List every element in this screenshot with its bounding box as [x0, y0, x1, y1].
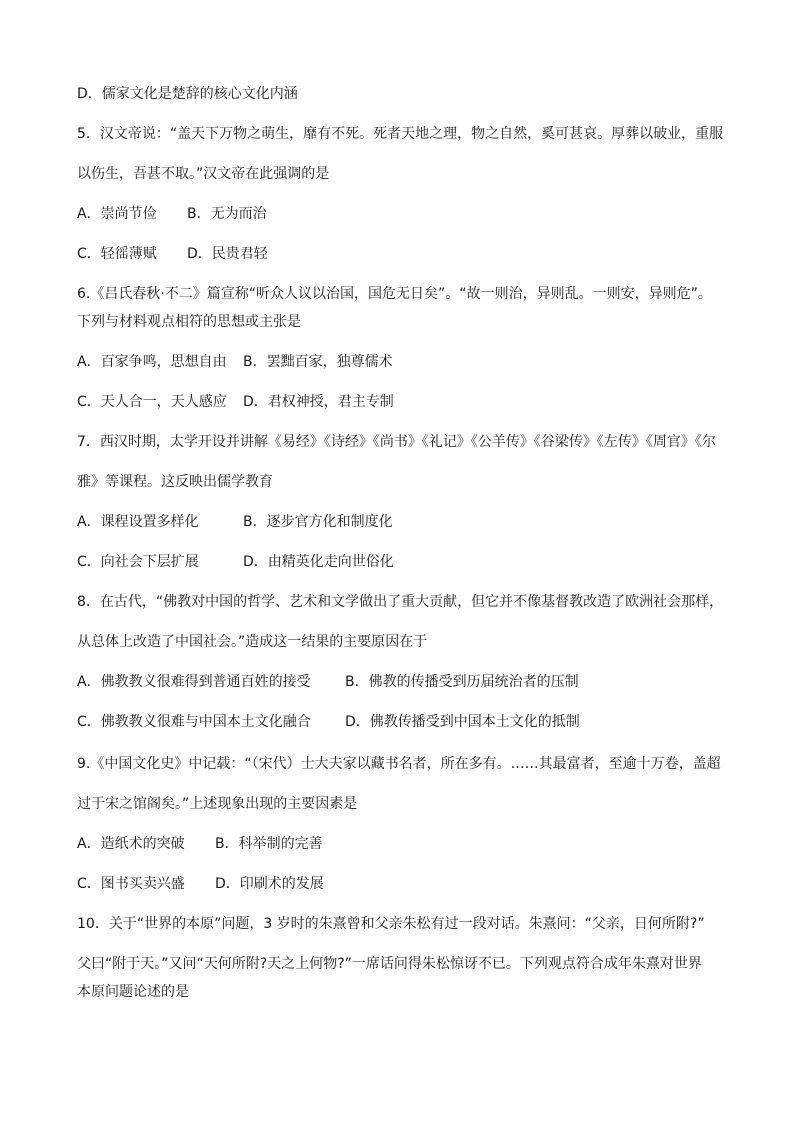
q7-stem-line-2: 雅》等课程。这反映出儒学教育 [77, 474, 273, 490]
q7-option-c: C．向社会下层扩展 [77, 554, 199, 570]
q9-option-c: C．图书买卖兴盛 [77, 876, 185, 892]
q5-stem-line-2: 以伤生，吾甚不取。”汉文帝在此强调的是 [77, 166, 330, 182]
q7-option-d: D．由精英化走向世俗化 [243, 554, 394, 570]
q8-option-d: D．佛教传播受到中国本土文化的抵制 [345, 714, 580, 730]
q5-option-d: D．民贵君轻 [187, 246, 268, 262]
q8-option-a: A．佛教教义很难得到普通百姓的接受 [77, 674, 311, 690]
q9-stem-line-1: 9.《中国文化史》中记载：“（宋代）士大夫家以藏书名者，所在多有。……其最富者，至逾十万卷，盖超 [77, 756, 721, 772]
q9-options-row-1 [77, 834, 323, 854]
q6-option-d: D．君权神授，君主专制 [243, 394, 394, 410]
q6-options-row-1 [77, 352, 393, 372]
q6-option-b: B．罢黜百家，独尊儒术 [243, 354, 393, 370]
q9-stem-line-2: 过于宋之馆阁矣。”上述现象出现的主要因素是 [77, 796, 358, 812]
q8-options-row-2 [77, 712, 580, 732]
q5-stem-line-1: 5．汉文帝说：“盖天下万物之萌生，靡有不死。死者天地之理，物之自然，奚可甚哀。厚葬以破业，重服 [77, 126, 724, 142]
q8-option-b: B．佛教的传播受到历届统治者的压制 [345, 674, 579, 690]
q9-option-b: B．科举制的完善 [215, 836, 323, 852]
q6-option-a: A．百家争鸣，思想自由 [77, 354, 227, 370]
q8-stem-line-1: 8．在古代，“佛教对中国的哲学、艺术和文学做出了重大贡献，但它并不像基督教改造了欧洲社会那样， [77, 594, 724, 610]
q9-options-row-2 [77, 874, 324, 894]
q7-option-b: B．逐步官方化和制度化 [243, 514, 393, 530]
q6-stem-line-1: 6.《吕氏春秋·不二》篇宣称“听众人议以治国，国危无日矣”。“故一则治，异则乱。一则安，异则危”。 [77, 286, 712, 302]
q5-option-b: B．无为而治 [187, 206, 267, 222]
q7-options-row-1 [77, 512, 393, 532]
q4-option-d: D．儒家文化是楚辞的核心文化内涵 [77, 86, 298, 102]
q8-options-row-1 [77, 672, 579, 692]
q7-stem-line-1: 7．西汉时期，太学开设并讲解《易经》《诗经》《尚书》《礼记》《公羊传》《谷梁传》《左传》《周官》《尔 [77, 434, 716, 450]
q5-option-a: A．崇尚节俭 [77, 206, 157, 222]
q10-stem-line-2: 父曰“附于天。”又问“天何所附?天之上何物?”一席话问得朱松惊讶不已。下列观点符合成年朱熹对世界 [77, 956, 702, 972]
q10-stem-line-1: 10．关于“世界的本原”问题，3 岁时的朱熹曾和父亲朱松有过一段对话。朱熹问：“父亲，日何所附?” [77, 916, 705, 932]
q5-option-c: C．轻徭薄赋 [77, 246, 157, 262]
q6-stem-line-2: 下列与材料观点相符的思想或主张是 [77, 314, 301, 330]
q9-option-a: A．造纸术的突破 [77, 836, 185, 852]
q6-options-row-2 [77, 392, 394, 412]
q6-option-c: C．天人合一，天人感应 [77, 394, 227, 410]
q9-option-d: D．印刷术的发展 [215, 876, 324, 892]
q7-options-row-2 [77, 552, 394, 572]
q7-option-a: A．课程设置多样化 [77, 514, 199, 530]
q5-options-row-2 [77, 244, 268, 264]
q8-option-c: C．佛教教义很难与中国本土文化融合 [77, 714, 311, 730]
q10-stem-line-3: 本原问题论述的是 [77, 984, 189, 1000]
q8-stem-line-2: 从总体上改造了中国社会。”造成这一结果的主要原因在于 [77, 634, 428, 650]
q5-options-row-1 [77, 204, 267, 224]
